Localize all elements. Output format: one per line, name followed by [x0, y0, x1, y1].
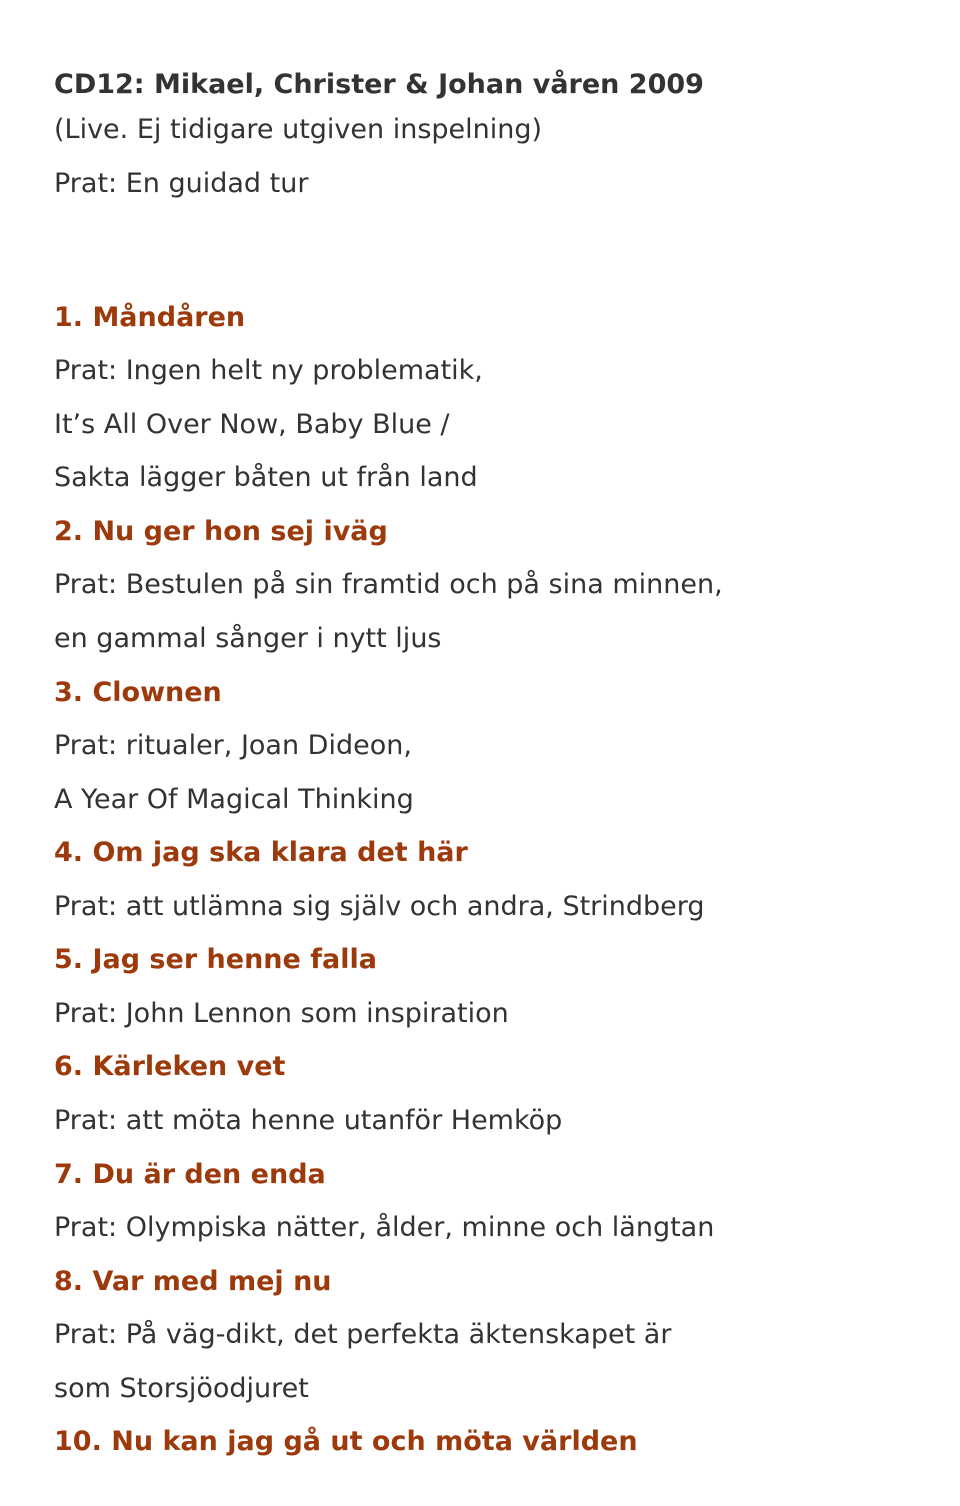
- track-title: 1. Måndåren: [54, 302, 246, 333]
- track-note: Prat: ritualer, Joan Dideon,: [54, 730, 412, 761]
- album-subtitle: (Live. Ej tidigare utgiven inspelning): [54, 114, 543, 145]
- album-intro: Prat: En guidad tur: [54, 168, 309, 199]
- track-note: It’s All Over Now, Baby Blue /: [54, 409, 450, 440]
- track-title: 8. Var med mej nu: [54, 1266, 332, 1297]
- track-title: 2. Nu ger hon sej iväg: [54, 516, 388, 547]
- track-note: en gammal sånger i nytt ljus: [54, 623, 442, 654]
- track-note: Prat: att möta henne utanför Hemköp: [54, 1105, 563, 1136]
- track-title: 5. Jag ser henne falla: [54, 944, 377, 975]
- track-note: Prat: Ingen helt ny problematik,: [54, 355, 483, 386]
- track-note: Prat: På väg-dikt, det perfekta äktenskapet är: [54, 1319, 672, 1350]
- track-note: Prat: Olympiska nätter, ålder, minne och längtan: [54, 1212, 715, 1243]
- track-title: 7. Du är den enda: [54, 1159, 326, 1190]
- track-title: 6. Kärleken vet: [54, 1051, 286, 1082]
- track-note: Sakta lägger båten ut från land: [54, 462, 478, 493]
- track-note: som Storsjöodjuret: [54, 1373, 309, 1404]
- track-note: Prat: John Lennon som inspiration: [54, 998, 509, 1029]
- track-note: Prat: att utlämna sig själv och andra, Strindberg: [54, 891, 705, 922]
- album-title: CD12: Mikael, Christer & Johan våren 2009: [54, 69, 704, 100]
- track-title: 10. Nu kan jag gå ut och möta världen: [54, 1426, 638, 1457]
- track-title: 4. Om jag ska klara det här: [54, 837, 468, 868]
- track-title: 3. Clownen: [54, 677, 222, 708]
- track-note: Prat: Bestulen på sin framtid och på sina minnen,: [54, 569, 723, 600]
- track-note: A Year Of Magical Thinking: [54, 784, 414, 815]
